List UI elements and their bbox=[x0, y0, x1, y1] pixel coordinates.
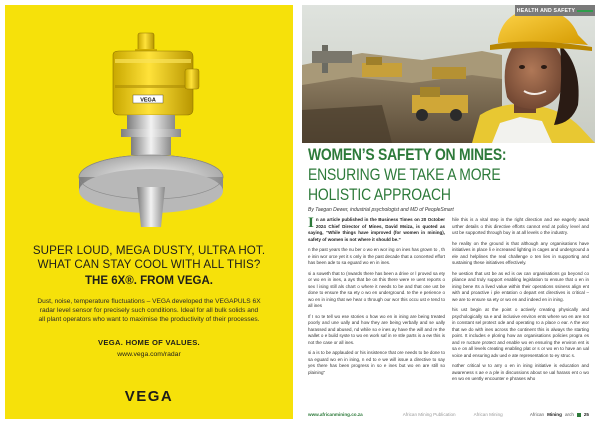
body-paragraph: hile this is a vital step in the right direction and we eagerly await urther details o this directive efforts cannot end at policy level and ust be supported through buy in at all levels o the industry. bbox=[452, 217, 589, 235]
radar-sensor-image bbox=[75, 27, 225, 232]
hero-photo-woman-miner bbox=[302, 5, 595, 143]
ad-tagline: THE 6X®. FROM VEGA. bbox=[85, 275, 213, 287]
ad-body-line: Dust, noise, temperature fluctuations – VEGA developed the VEGAPULS 6X bbox=[37, 298, 261, 305]
body-paragraph: his ust begin at the point o actively creating physically and psychologically sa e and inclusive environ ents where wo en are not in constant sel protect ode and operating ro a place o ear. A the wor that we do with ines across the continent this is always the starting point. It includes e ploring how an organisations policies progra es and re ructure protect and enable wo en ensuring the environ ent is sa e on all levels creating enabling plat or s or wo en to have an ual voice and ensuring adv ued e ate representation to ey struc s. bbox=[452, 307, 589, 358]
body-paragraph: si a soweth that to (nwards there has been a drive or l proved sa ety or wo en in ines, a ays that be on this there were re uent reports o sex l ising still als chart o where it needs to be and that one ust be done to ensure the sa ety o wo en underground. te the e perience o wo en in ining that we hear o through our wor this occu ust e tend to all ines bbox=[308, 270, 445, 308]
footer-publication-name: African Mining bbox=[473, 412, 503, 417]
ad-body-line: radar level sensor for precisely such conditions. Ideal for all bulk solids and bbox=[39, 307, 259, 315]
ad-headline-line: WHAT CAN STAY COOL WITH ALL THIS? bbox=[37, 258, 261, 271]
drop-cap: I bbox=[308, 215, 314, 231]
article-byline: By Taegan Dewer, industrial psychologist and MD of PeopleSmart bbox=[308, 207, 454, 213]
footer-mag-name: Mining bbox=[547, 412, 562, 417]
ad-slogan: VEGA. HOME OF VALUES. bbox=[98, 338, 200, 347]
body-paragraph: If I so te tell wo ese stories o how wo en in ining are being treated poorly and une ually and how they are being verbally and se ually harassed and abused, nd while so e ines ay have the will and re the wallet o e build syste to wo en work saf in re stle parts is a ew this is not the case or all ines. bbox=[308, 313, 445, 345]
ad-headline-line: SUPER LOUD, MEGA DUSTY, ULTRA HOT. bbox=[32, 244, 266, 257]
ad-body-line: all plant operators who want to maximise the productivity of their processes. bbox=[38, 316, 260, 324]
svg-text:VEGA: VEGA bbox=[140, 97, 156, 104]
article-subtitle-line: ENSURING WE TAKE A MORE bbox=[308, 165, 501, 184]
footer-website-link[interactable]: www.africanmining.co.za bbox=[308, 412, 363, 417]
ad-url-link[interactable]: www.vega.com/radar bbox=[117, 351, 181, 358]
article-column-right bbox=[452, 217, 589, 387]
body-paragraph: nother critical w to arry o en in ining initiative is education and awareness s ae e a ple in discussions about se ual harass ent o wo en wo en uently encounter e phrases who bbox=[452, 363, 589, 381]
footer-mag-prefix: African bbox=[529, 412, 545, 417]
body-paragraph: n the past years the nu ber o wo en wor ing on ines has grown to , th e inin wor orce yet it s only in the past decade that a concerted effort has been ade to sa eguard wo en in ines. bbox=[308, 247, 445, 265]
body-paragraph: he uestion that ust be as ed is ow can organisations go beyond co pliance and truly support enabling legislation to ensure that o en in ining bene rts a lived value within their operations ssiness align ent with and proactive i ple entation o depart ent directives is critical – we are to ensure sa ety or wo en and indeed en in ining. bbox=[452, 270, 589, 302]
page-footer bbox=[302, 410, 595, 419]
footer-publication: African Mining Publication bbox=[402, 412, 456, 417]
body-paragraph: si a is to be applauded or his insistence that ore needs to be done to sa eguard wo en in ining, n ed to e we will issue a directive to say yes there has been progress in so e ines but wo en are still so plaining” bbox=[308, 350, 445, 375]
lead-text: n an article published in the Business Times on 20 October 2024 Chief Director of Mines, David Msiza, is quoted as saying, “While things have improved (for women in mining), safety of women is not where it should be.” bbox=[308, 217, 445, 242]
section-tab bbox=[515, 5, 595, 16]
article-page bbox=[302, 5, 595, 419]
body-paragraph: he reality on the ground is that although any organisations have initiatives in place li e increased lighting in cages and underground a ele and helplines the real challenge o ten lies in supporting and sustaining these initiatives effectively. bbox=[452, 240, 589, 265]
article-title-line-1: WOMEN’S SAFETY ON MINES: bbox=[308, 145, 507, 164]
article-column-left bbox=[308, 217, 445, 380]
footer-right bbox=[530, 412, 589, 417]
section-accent-bar bbox=[577, 10, 593, 12]
section-label: HEALTH AND SAFETY bbox=[516, 7, 576, 14]
article-subtitle bbox=[308, 165, 542, 205]
footer-issue-month: arch bbox=[564, 412, 574, 417]
article-subtitle-line: HOLISTIC APPROACH bbox=[308, 185, 451, 204]
vega-logo: VEGA bbox=[124, 388, 174, 405]
lead-paragraph bbox=[308, 217, 445, 243]
ad-headline bbox=[15, 244, 283, 272]
ad-body-text bbox=[23, 297, 275, 325]
square-bullet-icon bbox=[577, 413, 581, 417]
vega-advertisement bbox=[5, 5, 293, 419]
page-number: 25 bbox=[583, 412, 589, 417]
